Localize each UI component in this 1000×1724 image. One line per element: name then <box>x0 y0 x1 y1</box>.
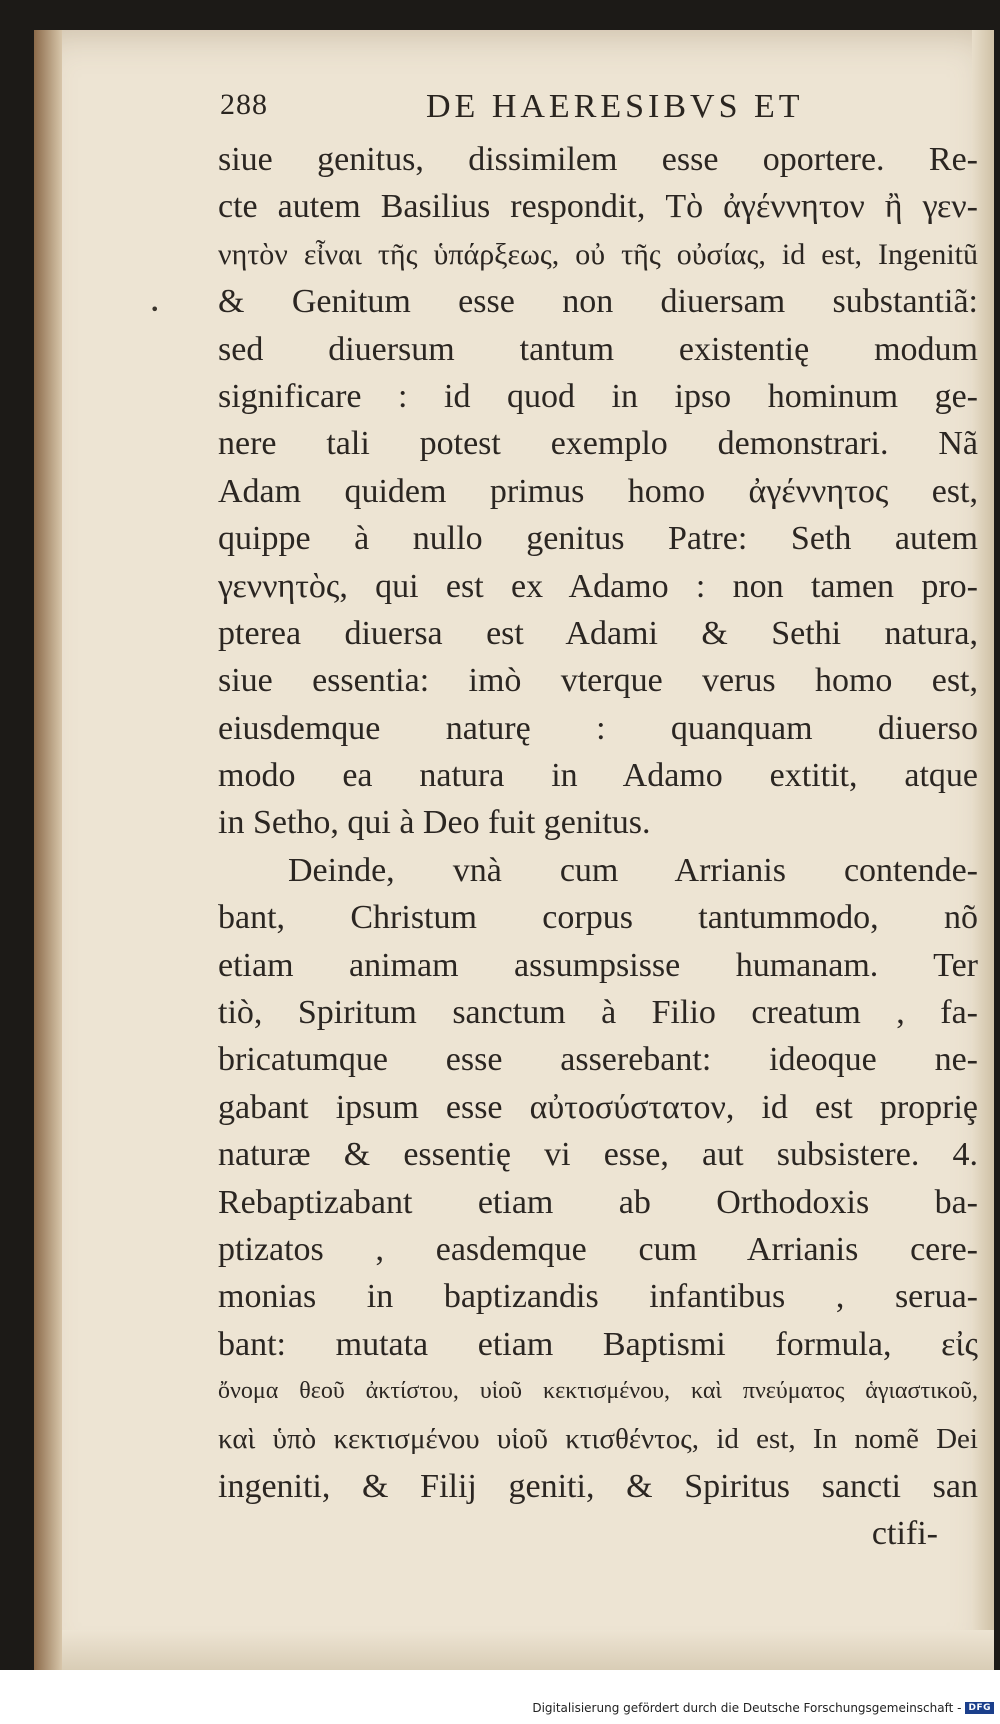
text-line: bant: mutata etiam Baptismi formula, εἰς <box>218 1325 978 1363</box>
text-line: καὶ ὑπὸ κεκτισμένου υἱοῦ κτισθέντος, id est, In nomẽ Dei <box>218 1422 978 1455</box>
text-line: ὄνομα θεοῦ ἀκτίστου, υἱοῦ κεκτισμένου, καὶ πνεύματος ἁγιαστικοῦ, <box>218 1378 978 1405</box>
text-line: siue essentia: imò vterque verus homo est, <box>218 662 978 700</box>
funding-credit: Digitalisierung gefördert durch die Deutsche Forschungsgemeinschaft - <box>532 1701 962 1715</box>
text-line: pterea diuersa est Adami & Sethi natura, <box>218 614 978 652</box>
text-line: siue genitus, dissimilem esse oportere. Re- <box>218 141 978 178</box>
dfg-logo: DFG <box>965 1702 994 1714</box>
book-spine <box>34 30 62 1670</box>
text-line: monias in baptizandis infantibus , serua- <box>218 1278 978 1316</box>
text-line: νητὸν εἶναι τῆς ὑπάρξεως, οὐ τῆς οὐσίας, id est, Ingenitũ <box>218 237 978 271</box>
text-line: quippe à nullo genitus Patre: Seth autem <box>218 520 978 558</box>
text-line: sed diuersum tantum existentię modum <box>218 330 978 368</box>
text-line: Adam quidem primus homo ἀγέννητος est, <box>218 472 978 510</box>
text-line: nere tali potest exemplo demonstrari. Nã <box>218 425 978 463</box>
catchword: ctifi- <box>871 1515 938 1553</box>
body-text <box>218 136 978 1558</box>
text-line: eiusdemque naturę : quanquam diuerso <box>218 709 978 747</box>
text-line: Rebaptizabant etiam ab Orthodoxis ba- <box>218 1183 978 1221</box>
text-line: γεννητὸς, qui est ex Adamo : non tamen pro- <box>218 567 978 605</box>
text-line: ingeniti, & Filij geniti, & Spiritus sancti san <box>218 1467 978 1505</box>
page-header <box>220 88 940 138</box>
text-line: modo ea natura in Adamo extitit, atque <box>218 757 978 795</box>
text-line: naturæ & essentię vi esse, aut subsistere. 4. <box>218 1136 978 1174</box>
text-line: cte autem Basilius respondit, Τὸ ἀγέννητον ἢ γεν- <box>218 188 978 226</box>
text-line: & Genitum esse non diuersam substantiã: <box>218 283 978 321</box>
margin-dot: • <box>150 300 160 319</box>
running-head: DE HAERESIBVS ET <box>426 88 804 125</box>
text-line: Deinde, vnà cum Arrianis contende- <box>288 851 978 889</box>
page-number: 288 <box>220 88 268 121</box>
text-line: gabant ipsum esse αὐτοσύστατον, id est propriȩ <box>218 1088 978 1126</box>
text-line: tiò, Spiritum sanctum à Filio creatum , fa- <box>218 994 978 1032</box>
digitization-footer <box>532 1698 994 1718</box>
text-line: ptizatos , easdemque cum Arrianis cere- <box>218 1230 978 1268</box>
text-line: in Setho, qui à Deo fuit genitus. <box>218 804 651 842</box>
text-line: significare : id quod in ipso hominum ge- <box>218 377 978 415</box>
text-line: etiam animam assumpsisse humanam. Ter <box>218 946 978 984</box>
text-line: bant, Christum corpus tantummodo, nõ <box>218 899 978 937</box>
text-line: bricatumque esse asserebant: ideoque ne- <box>218 1041 978 1079</box>
page-edge-bottom <box>62 1630 994 1670</box>
